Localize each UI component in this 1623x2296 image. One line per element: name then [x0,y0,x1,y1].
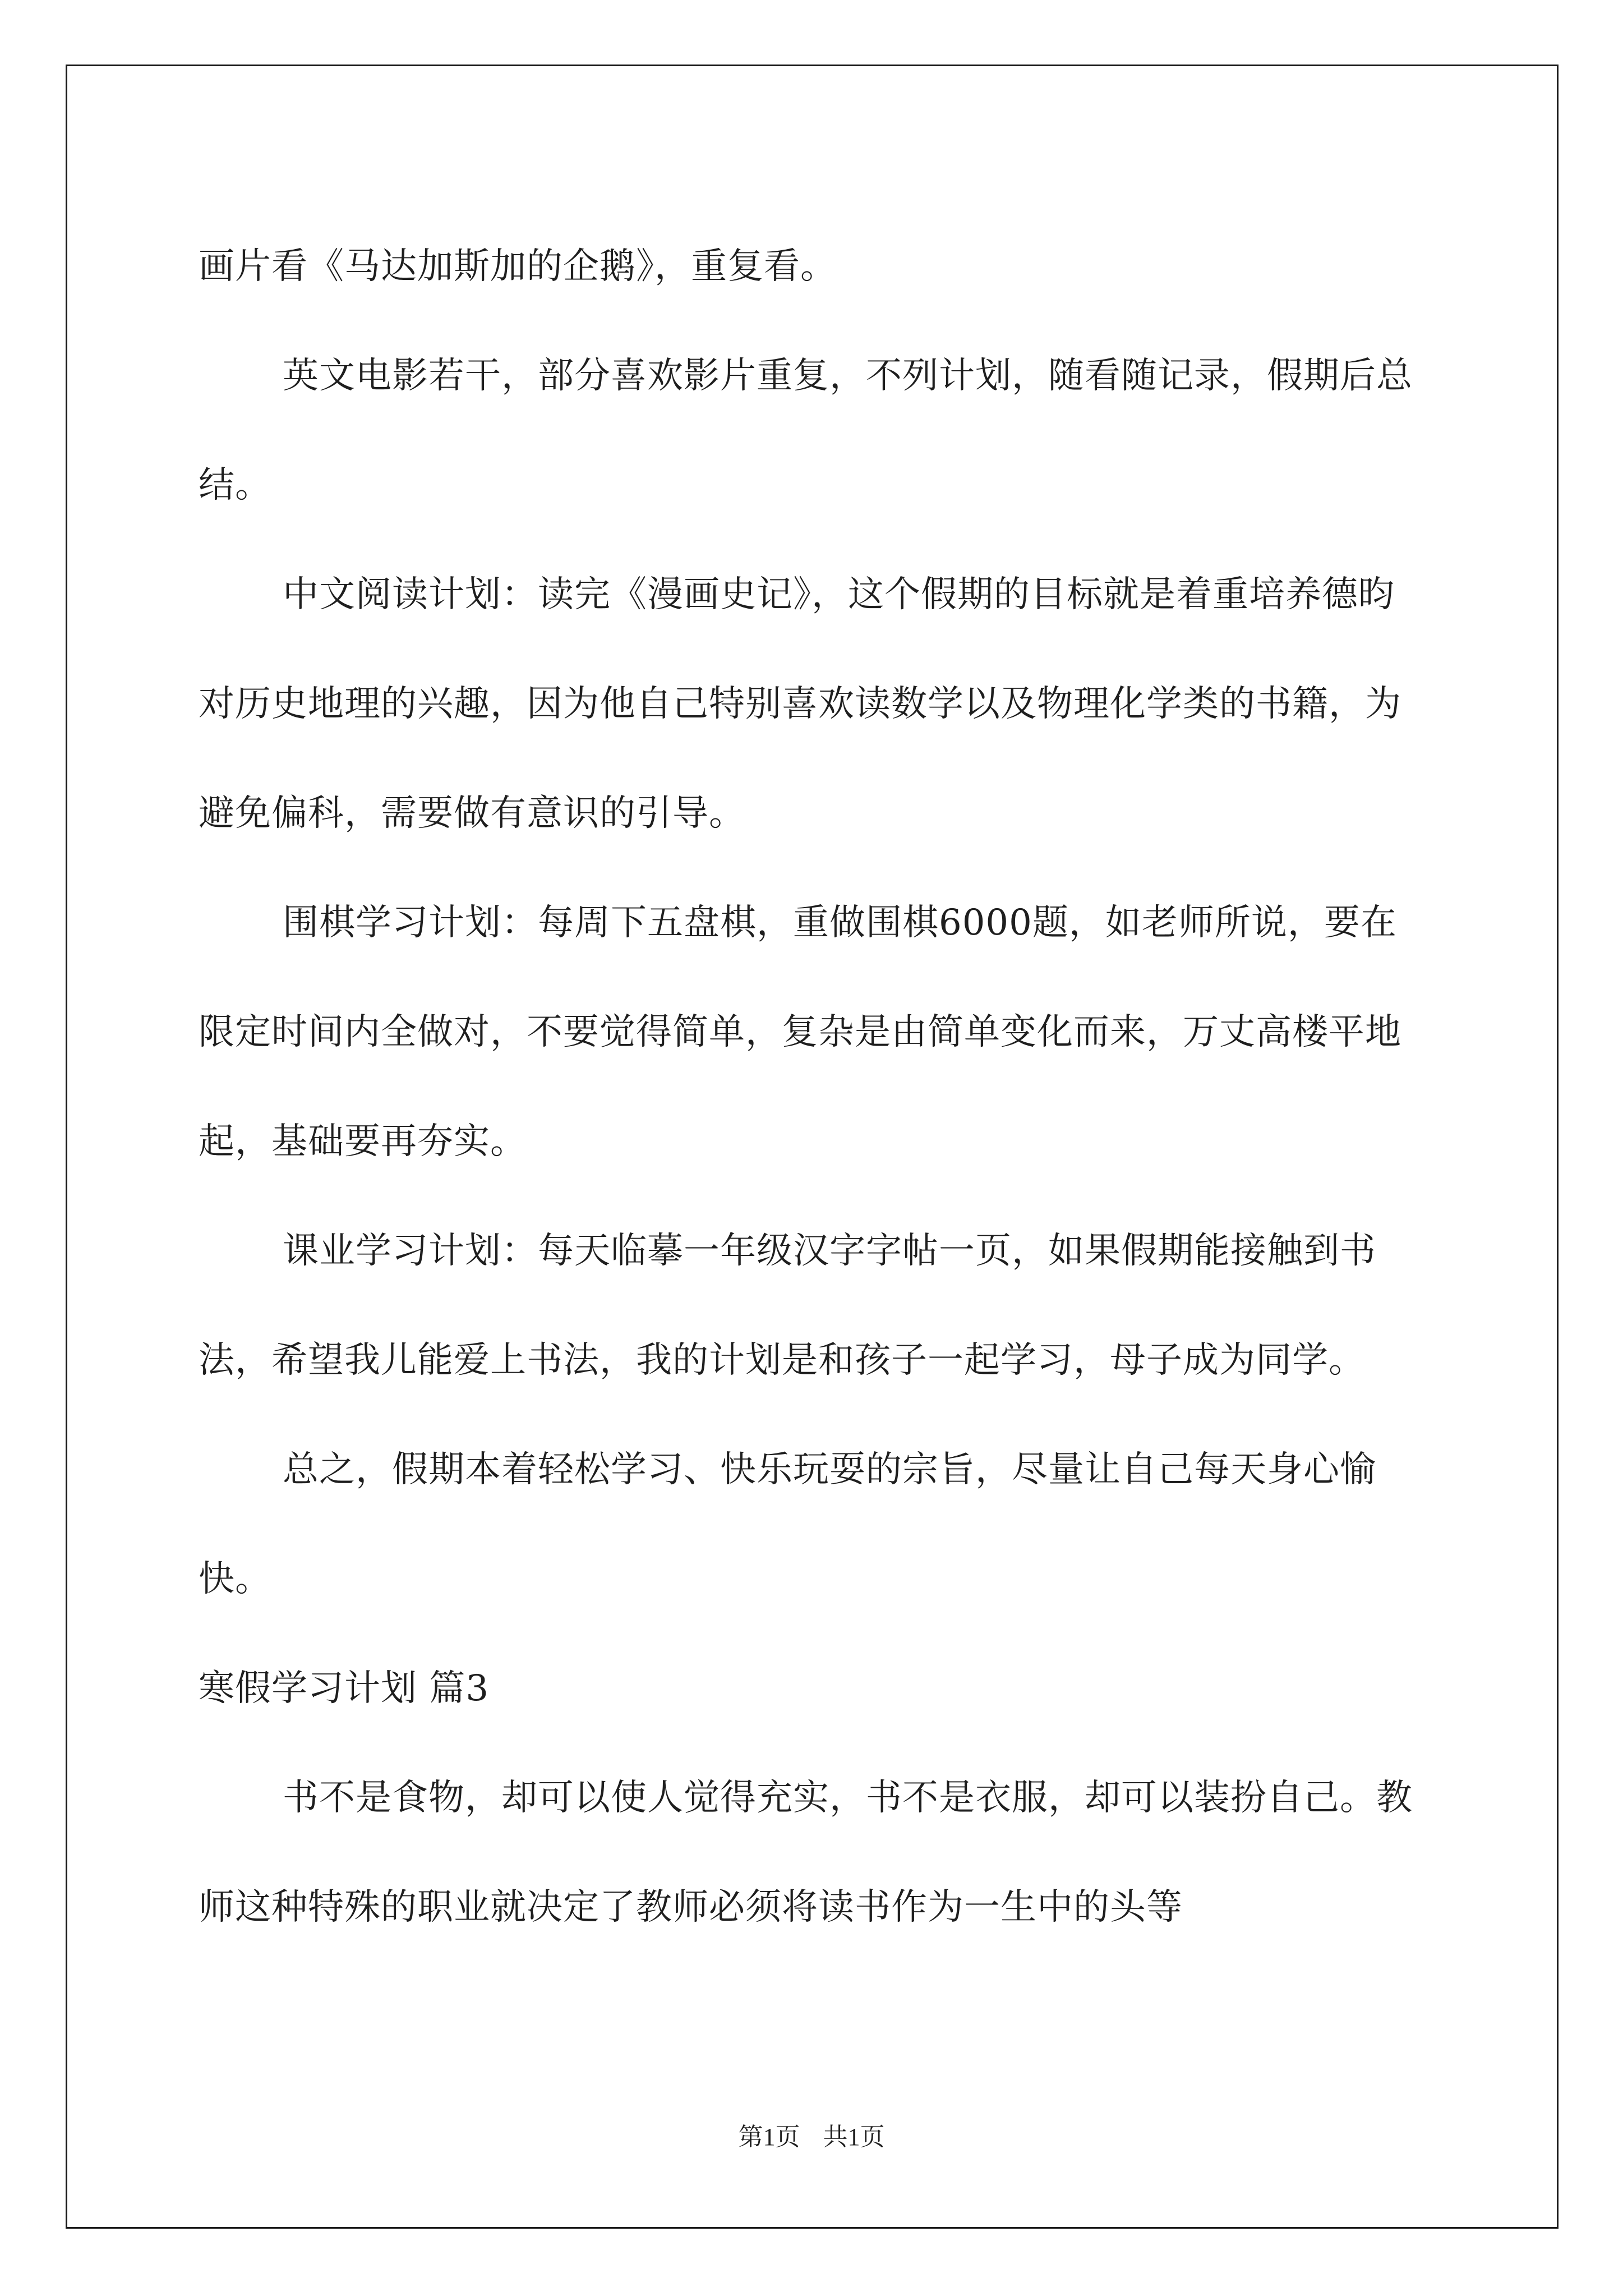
document-body [199,212,1430,1962]
page-footer [0,2120,1623,2154]
page-number: 第1页 [738,2123,800,2151]
paragraph-2: 英文电影若干，部分喜欢影片重复，不列计划，随看随记录，假期后总结。 [199,355,1413,506]
page-total: 共1页 [823,2123,885,2151]
paragraph-1: 画片看《马达加斯加的企鹅》，重复看。 [199,246,837,287]
section-paragraph-1: 书不是食物，却可以使人觉得充实，书不是衣服，却可以装扮自己。教师这种特殊的职业就决定了教师必须将读书作为一生中的头等 [199,1777,1413,1928]
section-heading: 寒假学习计划 篇3 [199,1668,490,1709]
paragraph-4: 围棋学习计划：每周下五盘棋，重做围棋6000题，如老师所说，要在限定时间内全做对，不要觉得简单，复杂是由简单变化而来，万丈高楼平地起，基础要再夯实。 [199,902,1401,1162]
paragraph-6: 总之，假期本着轻松学习、快乐玩耍的宗旨，尽量让自己每天身心愉快。 [199,1449,1376,1600]
paragraph-3: 中文阅读计划：读完《漫画史记》，这个假期的目标就是着重培养德昀对历史地理的兴趣，因为他自己特别喜欢读数学以及物理化学类的书籍，为避免偏科，需要做有意识的引导。 [199,574,1401,834]
paragraph-5: 课业学习计划：每天临摹一年级汉字字帖一页，如果假期能接触到书法，希望我儿能爱上书法，我的计划是和孩子一起学习，母子成为同学。 [199,1230,1376,1381]
